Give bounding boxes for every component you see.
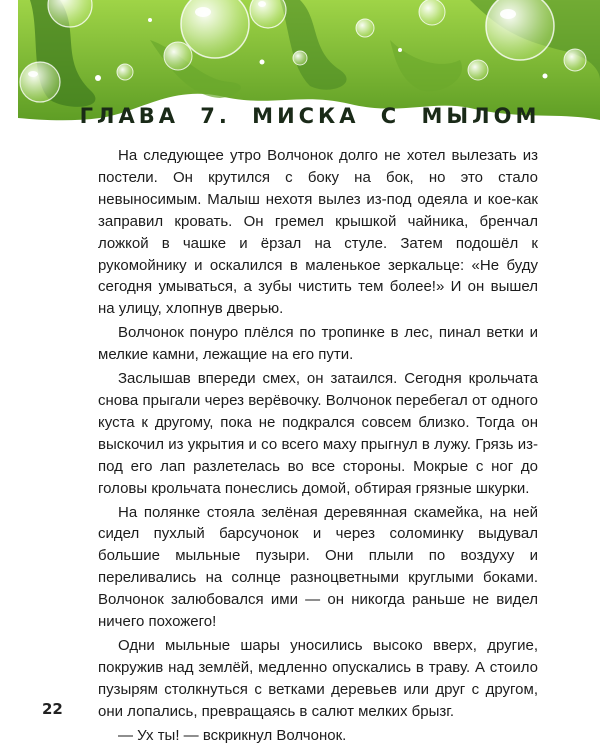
paragraph: Волчонок понуро плёлся по тропинке в лес, пинал ветки и мелкие камни, лежащие на его пути.	[98, 324, 538, 364]
chapter-title: ГЛАВА 7. МИСКА С МЫЛОМ	[79, 104, 541, 128]
soap-bubbles-illustration	[0, 0, 600, 160]
chapter-body	[98, 145, 538, 748]
paragraph: Заслышав впереди смех, он затаился. Сегодня крольчата снова прыгали через верёвочку. Волчонок перебегал от одного куста к другому, пока не подкрался совсем близко. Тогда он выскочил из укрытия и со всего маху прыгнул в лужу. Грязь из-под его лап разлетелась во все стороны. Мокрые с ног до головы крольчата понеслись домой, обтирая грязные шкурки.	[98, 370, 538, 497]
paragraph: На полянке стояла зелёная деревянная скамейка, на ней сидел пухлый барсучонок и через соломинку выдувал большие мыльные пузыри. Они плыли по воздуху и переливались на солнце разноцветными круглыми боками. Волчонок залюбовался ими — он никогда раньше не видел ничего похожего!	[98, 503, 538, 631]
paragraph: На следующее утро Волчонок долго не хотел вылезать из постели. Он крутился с боку на бок, но это стало невыносимым. Малыш нехотя вылез из-под одеяла и кое-как заправил кровать. Он гремел крышкой чайника, бренчал ложкой в чашке и ёрзал на стуле. Затем подошёл к рукомойнику и оскалился в маленькое зеркальце: «Не буду сегодня умываться, а зубы чистить тем более!» И он вышел на улицу, хлопнув дверью.	[98, 147, 538, 318]
header-illustration	[0, 0, 600, 160]
paragraph: — Ух ты! — вскрикнул Волчонок.	[118, 726, 347, 744]
page-number: 22	[42, 700, 63, 718]
paragraph: Одни мыльные шары уносились высоко вверх, другие, покружив над землёй, медленно опускались в траву. А стоило пузырям столкнуться с ветками деревьев или друг с другом, они лопались, превращаясь в салют мелких брызг.	[98, 636, 538, 720]
